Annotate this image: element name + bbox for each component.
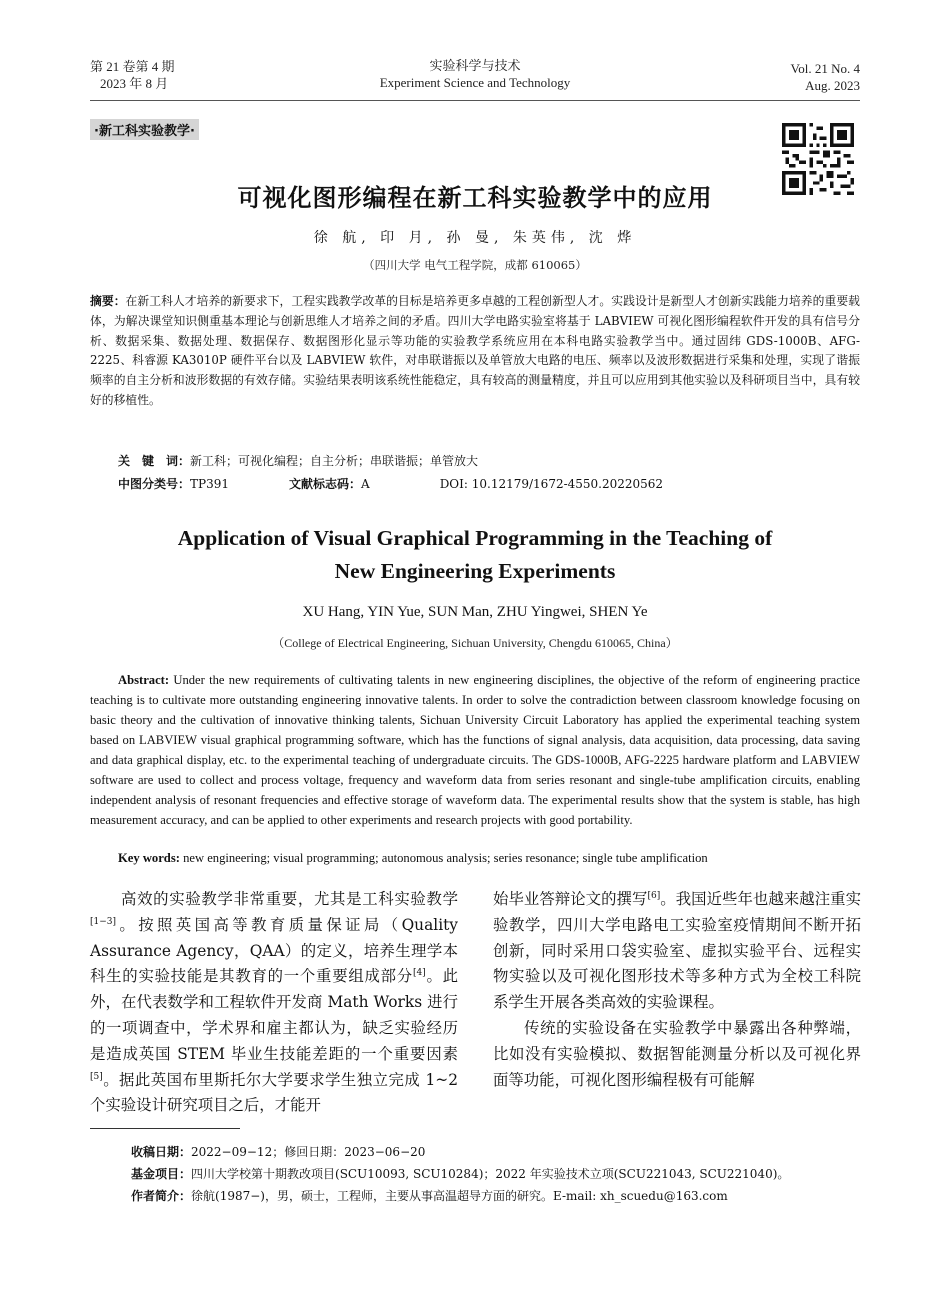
doc-code-value: A	[361, 477, 370, 491]
clc-value: TP391	[190, 477, 229, 491]
body-right-paragraph-1: 始毕业答辩论文的撰写[6]。我国近些年也越来越注重实验教学，四川大学电路电工实验室疫情期间不断开拓创新，同时采用口袋实验室、虚拟实验平台、远程实物实验以及可视化图形技术等多种方式为全校工科院系学生开展各类高效的实验课程。	[493, 890, 861, 1012]
keywords-en-label: Key words:	[118, 851, 180, 865]
authors-cn: 徐 航, 印 月, 孙 曼, 朱英伟, 沈 烨	[313, 230, 637, 246]
clc-label: 中图分类号：	[118, 477, 191, 491]
header-issue-cn: 第 21 卷第 4 期	[90, 59, 175, 74]
authors-en: XU Hang, YIN Yue, SUN Man, ZHU Yingwei, SHEN Ye	[302, 604, 648, 620]
doc-code-label: 文献标志码：	[289, 477, 362, 491]
doi: DOI: 10.12179/1672-4550.20220562	[439, 477, 664, 491]
title-en-line1: Application of Visual Graphical Programming in the Teaching of	[177, 526, 773, 550]
footnote-received: 收稿日期：2022−09−12；修回日期：2023−06−20	[131, 1145, 426, 1159]
header-journal-cn: 实验科学与技术	[429, 58, 521, 73]
keywords-cn-label: 关 键 词：	[118, 454, 191, 468]
abstract-en-label: Abstract:	[118, 673, 170, 687]
footnote-fund: 基金项目：四川大学校第十期教改项目(SCU10093, SCU10284)；2022 年实验技术立项(SCU221043, SCU221040)。	[131, 1167, 790, 1181]
body-left-paragraph: 高效的实验教学非常重要，尤其是工科实验教学[1−3]。按照英国高等教育质量保证局（Quality Assurance Agency，QAA）的定义，培养生理学本科生的实验技能是其教育的一个重要组成部分[4]。此外，在代表数学和工程软件开发商 Math Works 进行的一项调查中，学术界和雇主都认为，缺乏实验经历是造成英国 STEM 毕业生技能差距的一个重要因素[5]。据此英国布里斯托尔大学要求学生独立完成 1~2 个实验设计研究项目之后，才能开	[90, 890, 458, 1115]
affiliation-cn: （四川大学 电气工程学院，成都 610065）	[363, 258, 587, 272]
footnote-divider	[90, 1128, 240, 1129]
keywords-en	[118, 851, 708, 866]
body-column-right	[493, 887, 861, 1093]
header-journal-en: Experiment Science and Technology	[379, 75, 571, 90]
abstract-en-text: Under the new requirements of cultivating talents in new engineering disciplines, the objective of the reform of engineering practice teaching is to cultivate more outstanding engineering innovative talents. In order to solve the contradiction between classroom knowledge focusing on basic theory and the cultivation of innovative thinking talents, Sichuan University Circuit Laboratory has applied the experimental teaching system based on LABVIEW visual graphical programming software, which has the functions of signal analysis, data acquisition, data processing, data saving and data graphical display, etc. to the experimental teaching of undergraduate circuits. The GDS-1000B, AFG-2225 hardware platform and LABVIEW software are used to collect and process voltage, frequency and waveform data from series resonant and single-tube amplification circuits, enabling independent analysis of resonant frequencies and effective storage of waveform data. The experimental results show that the system is stable, has high measurement accuracy, and can be applied to other experiments and research projects with good portability.	[90, 673, 861, 827]
classification-line	[118, 475, 663, 494]
header-journal	[300, 57, 650, 91]
keywords-cn-text: 新工科；可视化编程；自主分析；串联谐振；单管放大	[190, 454, 479, 468]
abstract-en	[90, 670, 860, 830]
abstract-cn	[90, 292, 860, 411]
title-cn: 可视化图形编程在新工科实验教学中的应用	[237, 184, 713, 212]
header-date-en: Aug. 2023	[805, 78, 860, 93]
abstract-cn-label: 摘要：	[90, 294, 126, 308]
header-issue	[90, 58, 175, 92]
body-column-left	[90, 887, 458, 1119]
body-right-paragraph-2: 传统的实验设备在实验教学中暴露出各种弊端，比如没有实验模拟、数据智能测量分析以及可视化界面等功能，可视化图形编程极有可能解	[493, 1018, 861, 1089]
abstract-cn-text: 在新工科人才培养的新要求下，工程实践教学改革的目标是培养更多卓越的工程创新型人才。实践设计是新型人才创新实践能力培养的重要载体，为解决课堂知识侧重基本理论与创新思维人才培养之间的矛盾。四川大学电路实验室将基于 LABVIEW 可视化图形编程软件开发的具有信号分析、数据采集、数据处理、数据保存、数据图形化显示等功能的实验教学系统应用在本科电路实验教学当中。通过固纬 GDS-1000B、AFG-2225、科睿源 KA3010P 硬件平台以及 LABVIEW 软件，对串联谐振以及单管放大电路的电压、频率以及波形数据进行采集和处理，实现了谐振频率的自主分析和波形数据的有效存储。实验结果表明该系统性能稳定，具有较高的测量精度，并且可以应用到其他实验以及科研项目当中，具有较好的移植性。	[90, 294, 860, 407]
title-en-line2: New Engineering Experiments	[334, 559, 616, 583]
title-en	[90, 522, 860, 588]
header-vol-en: Vol. 21 No. 4	[790, 61, 860, 76]
column-tag: ·新工科实验教学·	[90, 119, 199, 140]
keywords-en-text: new engineering; visual programming; autonomous analysis; series resonance; single tube amplification	[183, 851, 708, 865]
affiliation-en: （College of Electrical Engineering, Sichuan University, Chengdu 610065, China）	[272, 636, 678, 650]
header-divider	[90, 100, 860, 101]
keywords-cn	[118, 452, 478, 471]
header-volume	[791, 60, 860, 94]
header-date-cn: 2023 年 8 月	[100, 76, 169, 91]
footnote-author: 作者简介：徐航(1987−)，男，硕士，工程师，主要从事高温超导方面的研究。E-mail: xh_scuedu@163.com	[131, 1189, 728, 1203]
